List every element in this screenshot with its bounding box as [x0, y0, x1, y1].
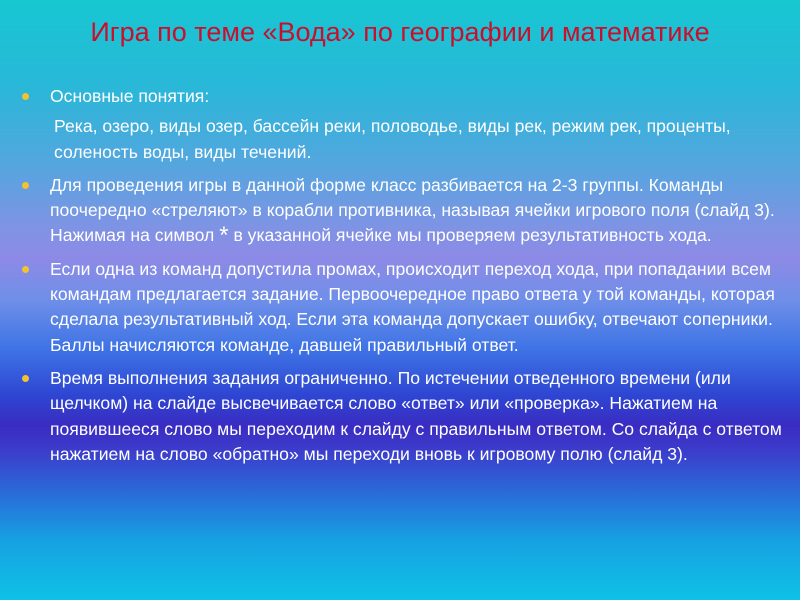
bullet-dot-icon	[22, 93, 29, 100]
bullet-heading: Основные понятия:	[50, 86, 210, 106]
star-symbol: *	[219, 222, 229, 250]
bullet-text-after: в указанной ячейке мы проверяем результативность хода.	[233, 225, 712, 246]
slide-body	[20, 84, 792, 475]
bullet-item-concepts	[20, 84, 792, 165]
bullet-item-game-setup	[20, 173, 792, 249]
bullet-text: Время выполнения задания ограниченно. По истечении отведенного времени (или щелчком) на слайде высвечивается слово «ответ» или «проверка». Нажатием на появившееся слово мы переходим к слайду с правильным ответом. Со слайда с ответом нажатием на слово «обратно» мы переходи вновь к игровому полю (слайд 3).	[50, 367, 782, 464]
bullet-text: Если одна из команд допустила промах, происходит переход хода, при попадании всем командам предлагается задание. Первоочередное право ответа у той команды, которая сделала результативный ход. Если эта команда допускает ошибку, отвечают соперники. Баллы начисляются команде, давшей правильный ответ.	[50, 258, 775, 355]
bullet-item-time-limit	[20, 366, 792, 467]
bullet-item-turns	[20, 257, 792, 358]
bullet-dot-icon	[22, 182, 29, 189]
bullet-dot-icon	[22, 375, 29, 382]
slide-title: Игра по теме «Вода» по географии и математике	[90, 17, 710, 47]
bullet-text-before: Для проведения игры в данной форме класс разбивается на 2-3 группы. Команды поочередно «стреляют» в корабли противника, называя ячейки игрового поля (слайд 3). Нажимая на символ	[50, 174, 775, 246]
bullet-text: Река, озеро, виды озер, бассейн реки, половодье, виды рек, режим рек, проценты, соленость воды, виды течений.	[54, 116, 731, 162]
bullet-dot-icon	[22, 266, 29, 273]
